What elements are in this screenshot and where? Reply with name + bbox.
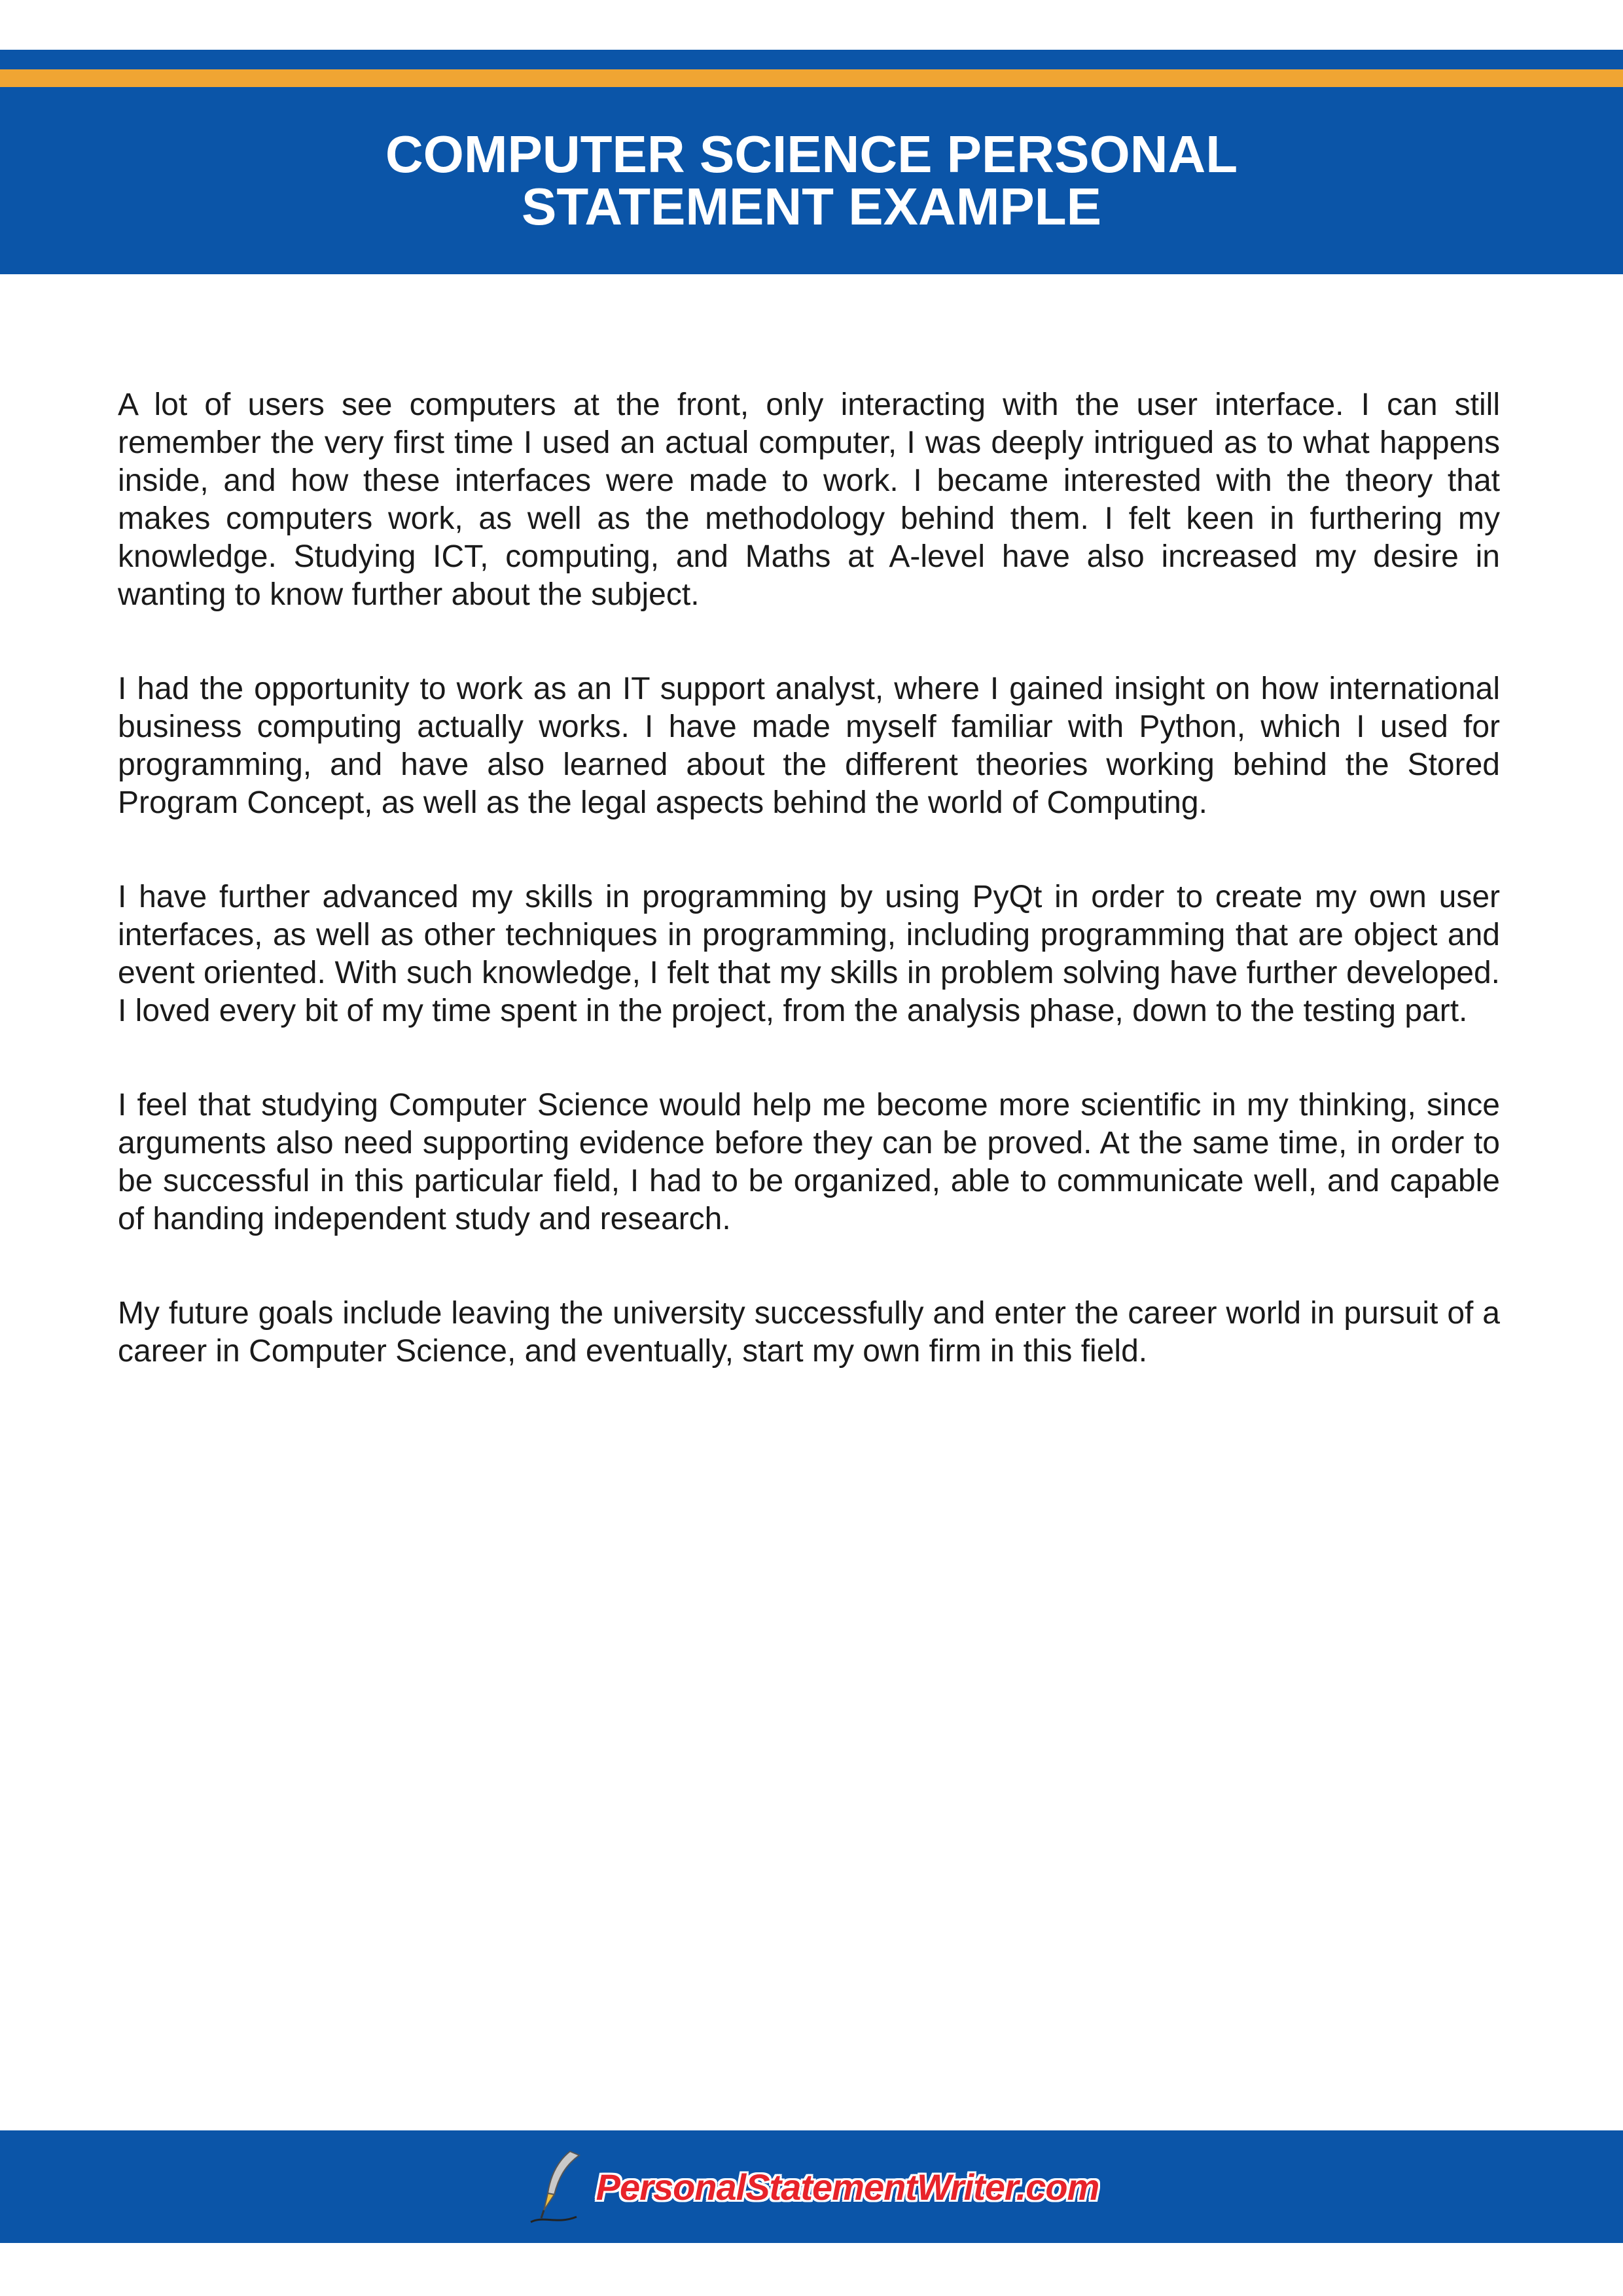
page-title-line-2: STATEMENT EXAMPLE — [522, 177, 1101, 236]
paragraph-1: A lot of users see computers at the front, only interacting with the user interface. I can still remember the very first time I used an actual computer, I was deeply intrigued as to what happens inside, and how these interfaces were made to work. I became interested with the theory that makes computers work, as well as the methodology behind them. I felt keen in furthering my knowledge. Studying ICT, computing, and Maths at A-level have also increased my desire in wanting to know further about the subject. — [118, 387, 1500, 612]
page-title — [385, 125, 1238, 236]
statement-body — [118, 386, 1500, 1427]
site-logo — [524, 2147, 1099, 2226]
top-blue-stripe — [0, 50, 1623, 69]
logo-text: PersonalStatementWriter.com — [596, 2166, 1099, 2208]
paragraph-5: My future goals include leaving the university successfully and enter the career world in pursuit of a career in Computer Science, and eventually, start my own firm in this field. — [118, 1296, 1500, 1369]
page-title-line-1: COMPUTER SCIENCE PERSONAL — [385, 125, 1238, 183]
paragraph-3: I have further advanced my skills in programming by using PyQt in order to create my own user interfaces, as well as other techniques in programming, including programming that are object and event oriented. With such knowledge, I felt that my skills in problem solving have further developed. I loved every bit of my time spent in the project, from the analysis phase, down to the testing part. — [118, 880, 1500, 1028]
footer-band — [0, 2130, 1623, 2243]
paragraph-2: I had the opportunity to work as an IT support analyst, where I gained insight on how international business computing actually works. I have made myself familiar with Python, which I used for programming, and have also learned about the different theories working behind the Stored Program Concept, as well as the legal aspects behind the world of Computing. — [118, 672, 1500, 820]
header-band — [0, 87, 1623, 274]
top-gold-stripe — [0, 69, 1623, 87]
quill-pen-icon — [524, 2147, 590, 2226]
paragraph-4: I feel that studying Computer Science would help me become more scientific in my thinking, since arguments also need supporting evidence before they can be proved. At the same time, in order to be successful in this particular field, I had to be organized, able to communicate well, and capable of handing independent study and research. — [118, 1088, 1500, 1236]
